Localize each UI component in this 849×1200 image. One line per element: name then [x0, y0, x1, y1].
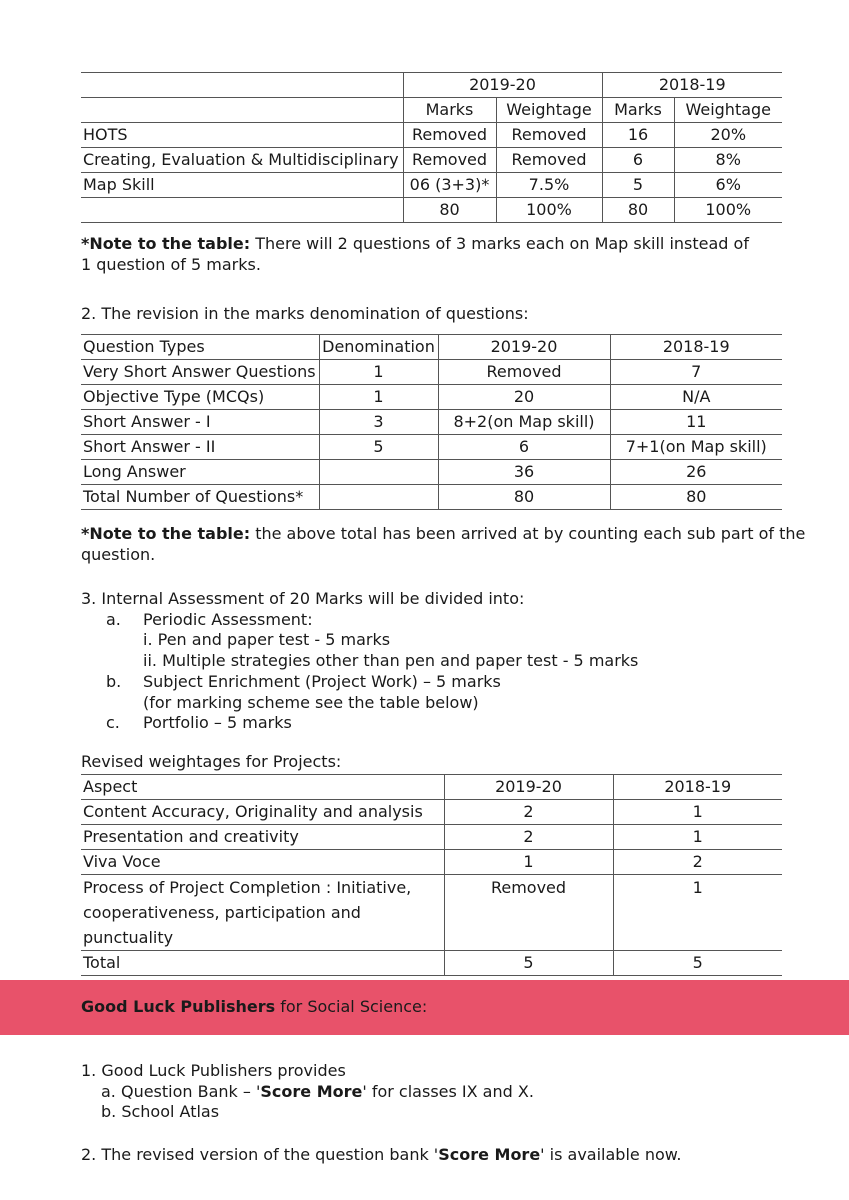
projects-table — [81, 774, 782, 976]
table-row: Map Skill 06 (3+3)* 7.5% 5 6% — [81, 173, 782, 198]
list-item: Portfolio – 5 marks — [143, 713, 292, 733]
section-3-heading: 3. Internal Assessment of 20 Marks will be divided into: — [81, 589, 525, 608]
list-item: i. Pen and paper test - 5 marks — [143, 630, 391, 650]
list-item: Periodic Assessment: — [143, 609, 313, 629]
list-item: a. Question Bank – 'Score More' for classes IX and X. — [101, 1081, 534, 1101]
table1-col-weightage: Weightage — [674, 98, 782, 123]
col-2019-20: 2019-20 — [438, 335, 610, 360]
list-item: Subject Enrichment (Project Work) – 5 marks — [143, 671, 501, 691]
list-item: 1. Good Luck Publishers provides — [81, 1061, 346, 1080]
projects-heading: Revised weightages for Projects: — [81, 752, 342, 771]
publisher-list — [81, 1061, 681, 1166]
col-2018-19: 2018-19 — [613, 775, 782, 800]
table-row: Objective Type (MCQs) 1 20 N/A — [81, 385, 782, 410]
table1-corner — [81, 73, 403, 98]
table-row: HOTS Removed Removed 16 20% — [81, 123, 782, 148]
table1-col-marks: Marks — [602, 98, 674, 123]
table-row: 80 100% 80 100% — [81, 198, 782, 223]
col-question-types: Question Types — [81, 335, 319, 360]
list-item: 2. The revised version of the question bank 'Score More' is available now. — [81, 1145, 682, 1165]
table-row: Very Short Answer Questions 1 Removed 7 — [81, 360, 782, 385]
list-marker: c. — [106, 713, 120, 733]
banner-text: for Social Science: — [275, 997, 428, 1016]
table1-col-weightage: Weightage — [496, 98, 602, 123]
col-2019-20: 2019-20 — [444, 775, 613, 800]
table-row: Viva Voce 1 2 — [81, 850, 782, 875]
table-row: Total 5 5 — [81, 951, 782, 976]
table-row: Long Answer 36 26 — [81, 460, 782, 485]
table-row: Total Number of Questions* 80 80 — [81, 485, 782, 510]
table1-year-a: 2019-20 — [403, 73, 602, 98]
weightage-table — [81, 72, 782, 223]
table-row: Content Accuracy, Originality and analysis 2 1 — [81, 800, 782, 825]
denomination-table — [81, 334, 782, 510]
note-2: *Note to the table: the above total has been arrived at by counting each sub part of the question. — [81, 524, 806, 564]
table1-year-b: 2018-19 — [602, 73, 782, 98]
table1-col-marks: Marks — [403, 98, 496, 123]
banner-bold: Good Luck Publishers — [81, 997, 276, 1016]
list-marker: a. — [106, 609, 121, 629]
col-2018-19: 2018-19 — [610, 335, 782, 360]
section-2-heading: 2. The revision in the marks denomination of questions: — [81, 304, 529, 323]
table-row: Short Answer - I 3 8+2(on Map skill) 11 — [81, 410, 782, 435]
note-label: *Note to the table: — [81, 524, 251, 543]
list-item: (for marking scheme see the table below) — [143, 692, 479, 712]
table-row: Presentation and creativity 2 1 — [81, 825, 782, 850]
col-denomination: Denomination — [319, 335, 438, 360]
list-item: ii. Multiple strategies other than pen and paper test - 5 marks — [143, 651, 639, 671]
note-1: *Note to the table: There will 2 questions of 3 marks each on Map skill instead of 1 question of 5 marks. — [81, 234, 749, 274]
internal-assessment-list — [81, 589, 638, 734]
table-row: Short Answer - II 5 6 7+1(on Map skill) — [81, 435, 782, 460]
table-row: Creating, Evaluation & Multidisciplinary Removed Removed 6 8% — [81, 148, 782, 173]
col-aspect: Aspect — [81, 775, 444, 800]
publisher-banner — [0, 980, 849, 1035]
note-label: *Note to the table: — [81, 234, 251, 253]
list-item: b. School Atlas — [101, 1102, 220, 1122]
list-marker: b. — [106, 671, 122, 691]
table-row: Process of Project Completion : Initiative, cooperativeness, participation and punctuality Removed 1 — [81, 875, 782, 951]
